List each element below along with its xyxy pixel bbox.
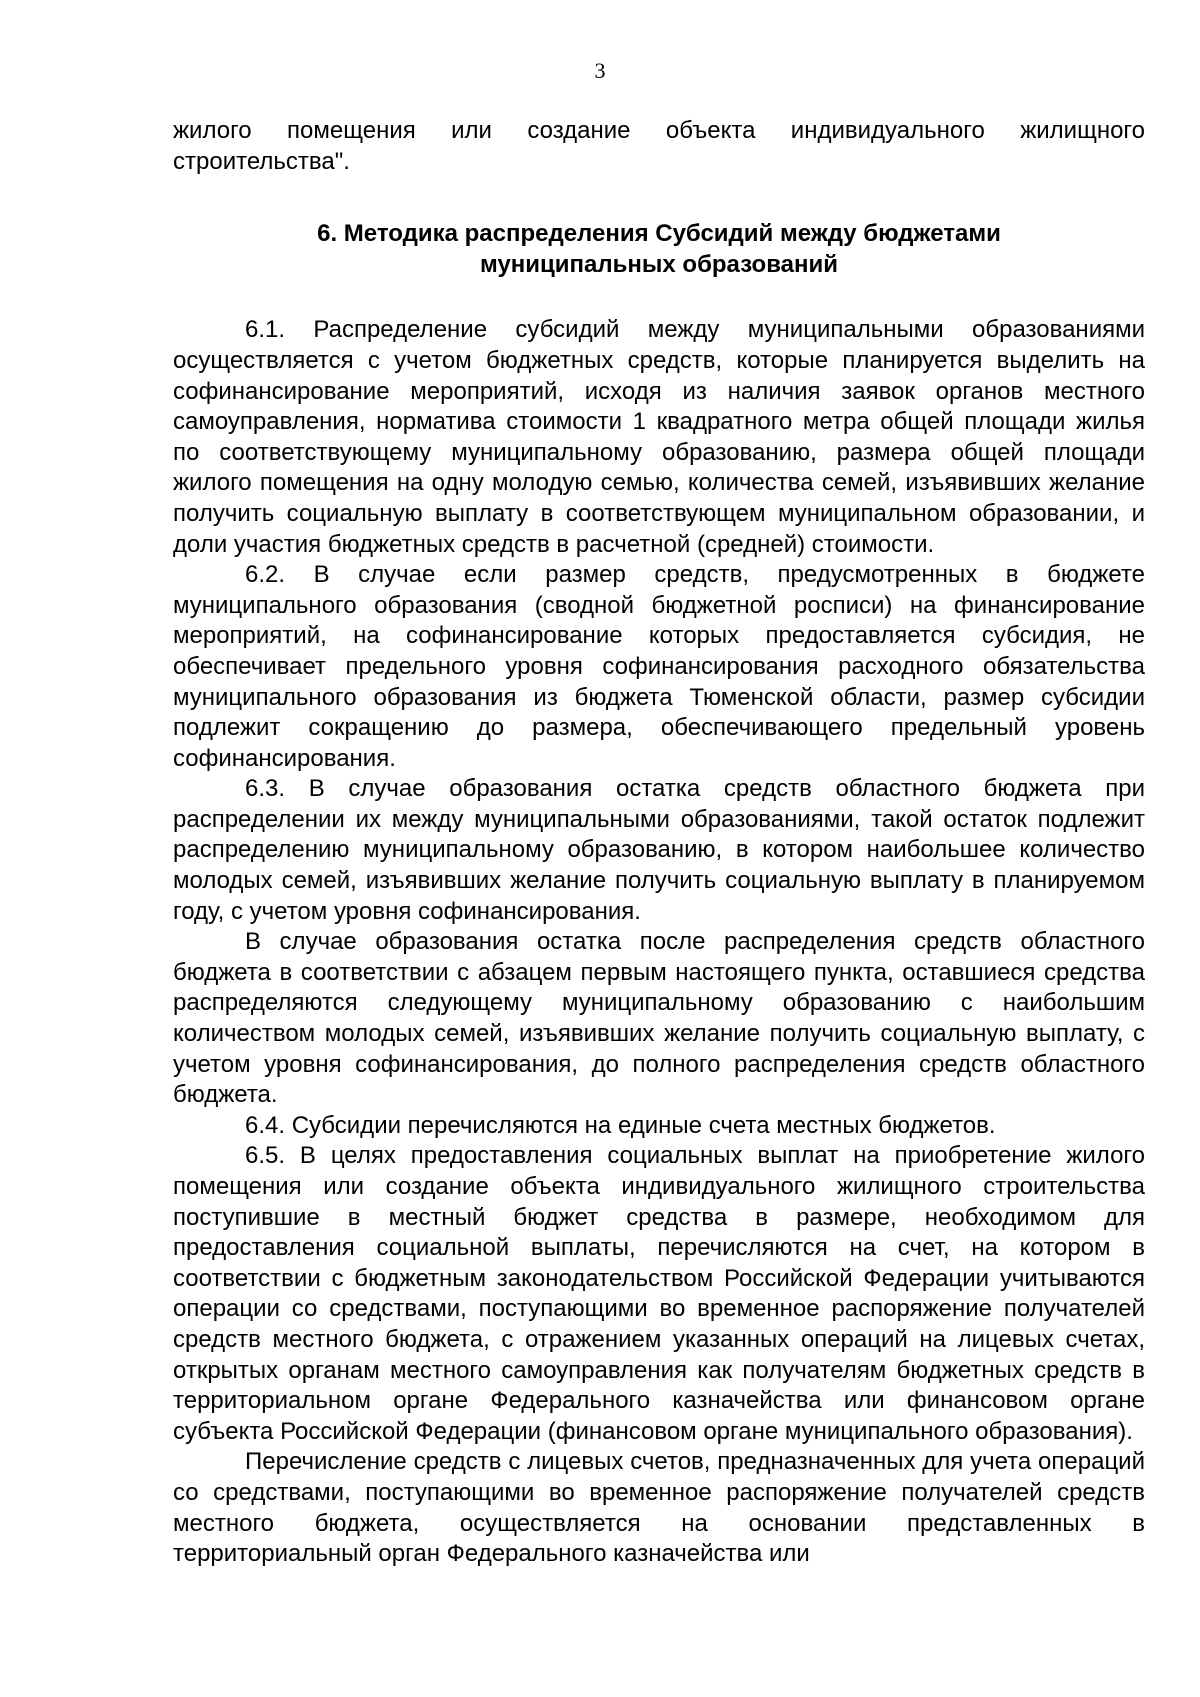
document-body xyxy=(173,116,1145,1570)
paragraph-6-3: 6.3. В случае образования остатка средств областного бюджета при распределении их между муниципальными образованиями, такой остаток подлежит распределению муниципальному образованию, в котором наибольшее количество молодых семей, изъявивших желание получить социальную выплату в планируемом году, с учетом уровня софинансирования. xyxy=(173,775,1145,925)
paragraph-6-4: 6.4. Субсидии перечисляются на единые счета местных бюджетов. xyxy=(245,1111,996,1139)
paragraph-6-5-second: Перечисление средств с лицевых счетов, предназначенных для учета операций со средствами, поступающими во временное распоряжение получателей средств местного бюджета, осуществляется на основании представленных в территориальный орган Федерального казначейства или xyxy=(173,1448,1145,1568)
paragraph-6-3-second: В случае образования остатка после распределения средств областного бюджета в соответствии с абзацем первым настоящего пункта, оставшиеся средства распределяются следующему муниципальному образованию с наибольшим количеством молодых семей, изъявивших желание получить социальную выплату, с учетом уровня софинансирования, до полного распределения средств областного бюджета. xyxy=(173,928,1145,1109)
section-heading xyxy=(173,219,1145,280)
paragraph-6-2: 6.2. В случае если размер средств, предусмотренных в бюджете муниципального образования (сводной бюджетной росписи) на финансирование мероприятий, на софинансирование которых предоставляется субсидия, не обеспечивает предельного уровня софинансирования расходного обязательства муниципального образования из бюджета Тюменской области, размер субсидии подлежит сокращению до размера, обеспечивающего предельный уровень софинансирования. xyxy=(173,561,1145,772)
continuation-paragraph: жилого помещения или создание объекта индивидуального жилищного строительства". xyxy=(173,117,1145,175)
section-heading-line-1: 6. Методика распределения Субсидий между бюджетами xyxy=(317,220,1001,248)
page-number: 3 xyxy=(594,58,606,83)
paragraph-6-5: 6.5. В целях предоставления социальных выплат на приобретение жилого помещения или создание объекта индивидуального жилищного строительства поступившие в местный бюджет средства в размере, необходимом для предоставления социальной выплаты, перечисляются на счет, на котором в соответствии с бюджетным законодательством Российской Федерации учитываются операции со средствами, поступающими во временное распоряжение получателей средств местного бюджета, с отражением указанных операций на лицевых счетах, открытых органам местного самоуправления как получателям бюджетных средств в территориальном органе Федерального казначейства или финансовом органе субъекта Российской Федерации (финансовом органе муниципального образования). xyxy=(173,1142,1145,1445)
paragraph-6-1: 6.1. Распределение субсидий между муниципальными образованиями осуществляется с учетом бюджетных средств, которые планируется выделить на софинансирование мероприятий, исходя из наличия заявок органов местного самоуправления, норматива стоимости 1 квадратного метра общей площади жилья по соответствующему муниципальному образованию, размера общей площади жилого помещения на одну молодую семью, количества семей, изъявивших желание получить социальную выплату в соответствующем муниципальном образовании, и доли участия бюджетных средств в расчетной (средней) стоимости. xyxy=(173,316,1145,558)
section-heading-line-2: муниципальных образований xyxy=(480,250,838,278)
